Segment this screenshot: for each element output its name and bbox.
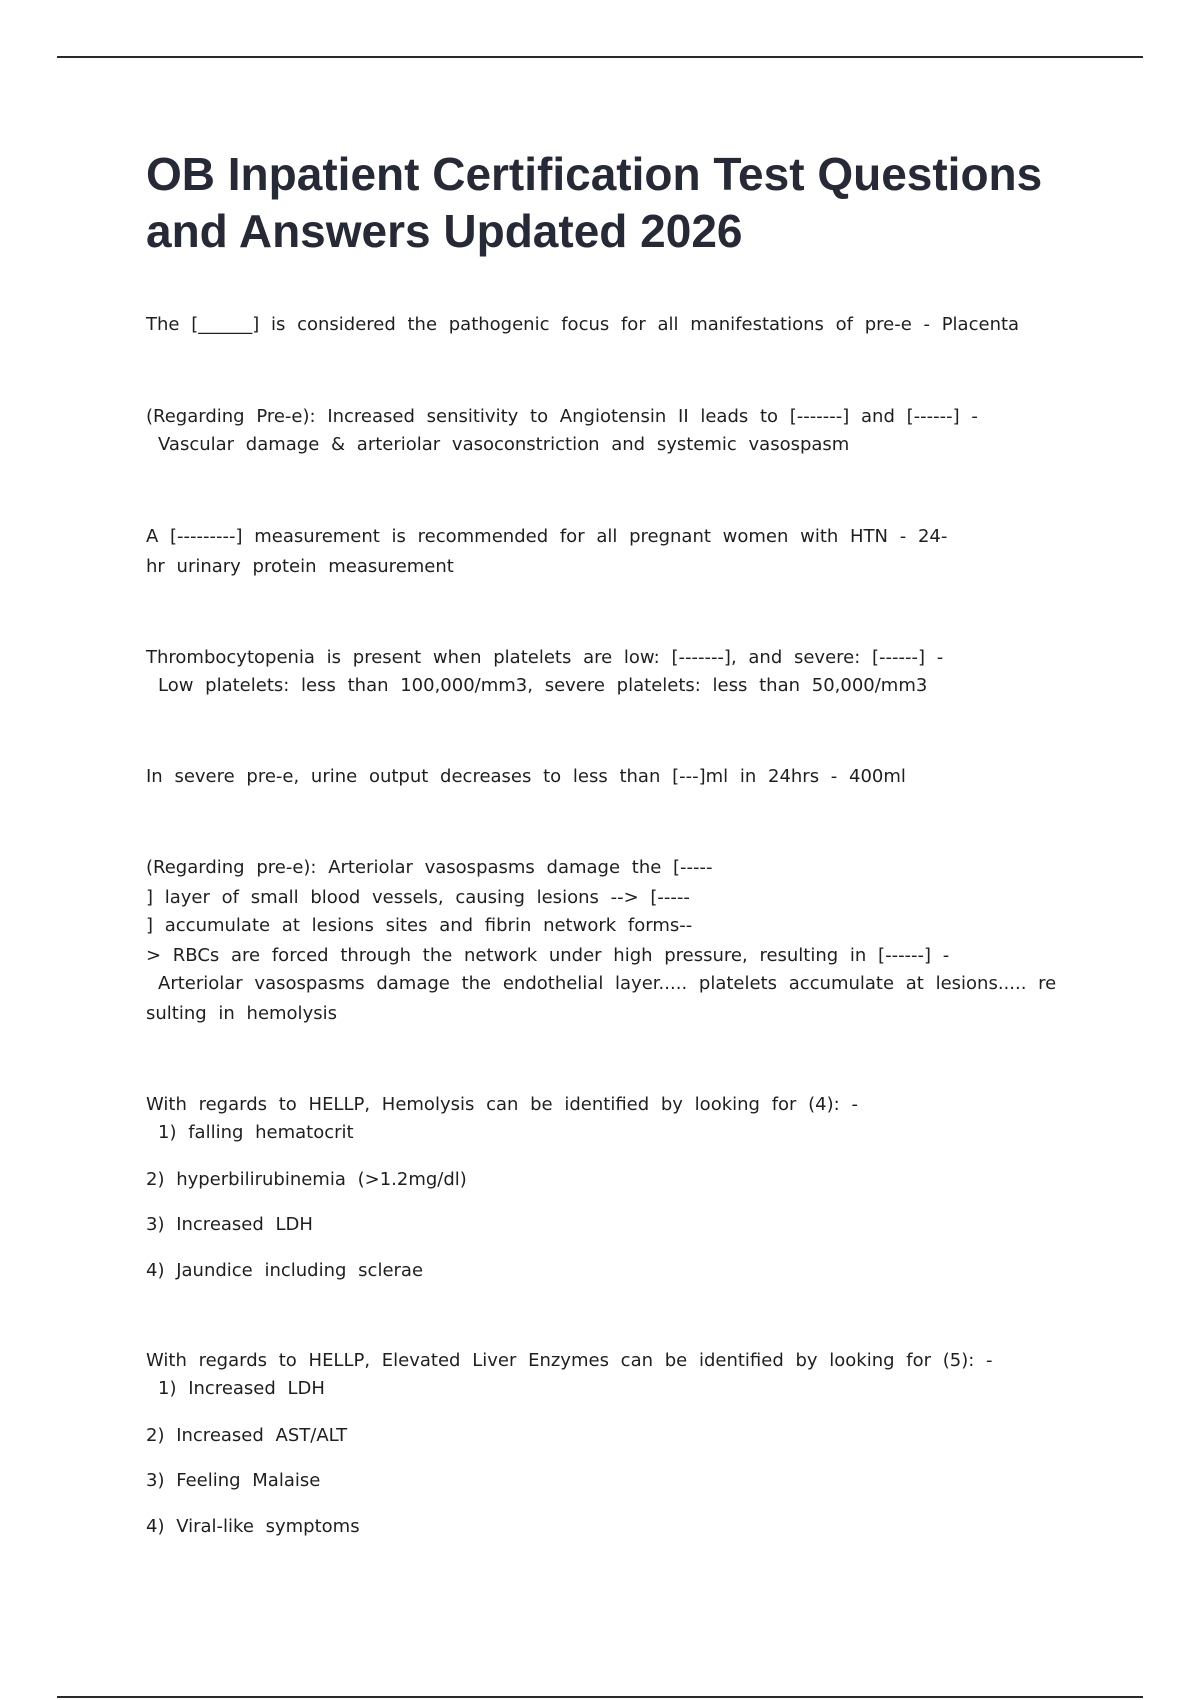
qa-7-answer-item: 1) falling hematocrit bbox=[158, 1122, 354, 1143]
qa-8-answer-item: 3) Feeling Malaise bbox=[146, 1470, 321, 1491]
qa-8-question-line: With regards to HELLP, Elevated Liver Enzymes can be identified by looking for (5): - bbox=[146, 1350, 993, 1371]
qa-1-question-line: The [______] is considered the pathogenic focus for all manifestations of pre-e - Placenta bbox=[146, 314, 1020, 335]
qa-6-answer-line-1: Arteriolar vasospasms damage the endothelial layer..... platelets accumulate at lesions..... re bbox=[158, 973, 1057, 994]
qa-6-question-line-3: ] accumulate at lesions sites and fibrin network forms-- bbox=[146, 915, 693, 936]
qa-4-question-line: Thrombocytopenia is present when platelets are low: [-------], and severe: [------] - bbox=[146, 647, 944, 668]
qa-4-answer-line: Low platelets: less than 100,000/mm3, severe platelets: less than 50,000/mm3 bbox=[158, 675, 928, 696]
qa-8-answer-item: 4) Viral-like symptoms bbox=[146, 1516, 360, 1537]
qa-6-answer-line-2: sulting in hemolysis bbox=[146, 1003, 337, 1024]
qa-5-question-line: In severe pre-e, urine output decreases to less than [---]ml in 24hrs - 400ml bbox=[146, 766, 906, 787]
qa-2-answer-line: Vascular damage & arteriolar vasoconstriction and systemic vasospasm bbox=[158, 434, 850, 455]
top-rule bbox=[57, 56, 1143, 58]
qa-7-answer-item: 4) Jaundice including sclerae bbox=[146, 1260, 424, 1281]
qa-7-question-line: With regards to HELLP, Hemolysis can be identified by looking for (4): - bbox=[146, 1094, 858, 1115]
qa-3-question-line: A [---------] measurement is recommended for all pregnant women with HTN - 24- bbox=[146, 526, 948, 547]
qa-8-answer-item: 1) Increased LDH bbox=[158, 1378, 325, 1399]
qa-7-answer-item: 2) hyperbilirubinemia (>1.2mg/dl) bbox=[146, 1169, 467, 1190]
qa-2-question-line: (Regarding Pre-e): Increased sensitivity to Angiotensin II leads to [-------] and [------] - bbox=[146, 406, 978, 427]
qa-6-question-line-2: ] layer of small blood vessels, causing lesions --> [----- bbox=[146, 887, 690, 908]
qa-6-question-line-1: (Regarding pre-e): Arteriolar vasospasms damage the [----- bbox=[146, 857, 713, 878]
qa-6-question-line-4: > RBCs are forced through the network under high pressure, resulting in [------] - bbox=[146, 945, 950, 966]
qa-7-answer-item: 3) Increased LDH bbox=[146, 1214, 313, 1235]
document-title: OB Inpatient Certification Test Questions and Answers Updated 2026 bbox=[146, 148, 1043, 257]
qa-3-answer-line: hr urinary protein measurement bbox=[146, 556, 454, 577]
qa-8-answer-item: 2) Increased AST/ALT bbox=[146, 1425, 348, 1446]
bottom-rule bbox=[57, 1696, 1143, 1698]
